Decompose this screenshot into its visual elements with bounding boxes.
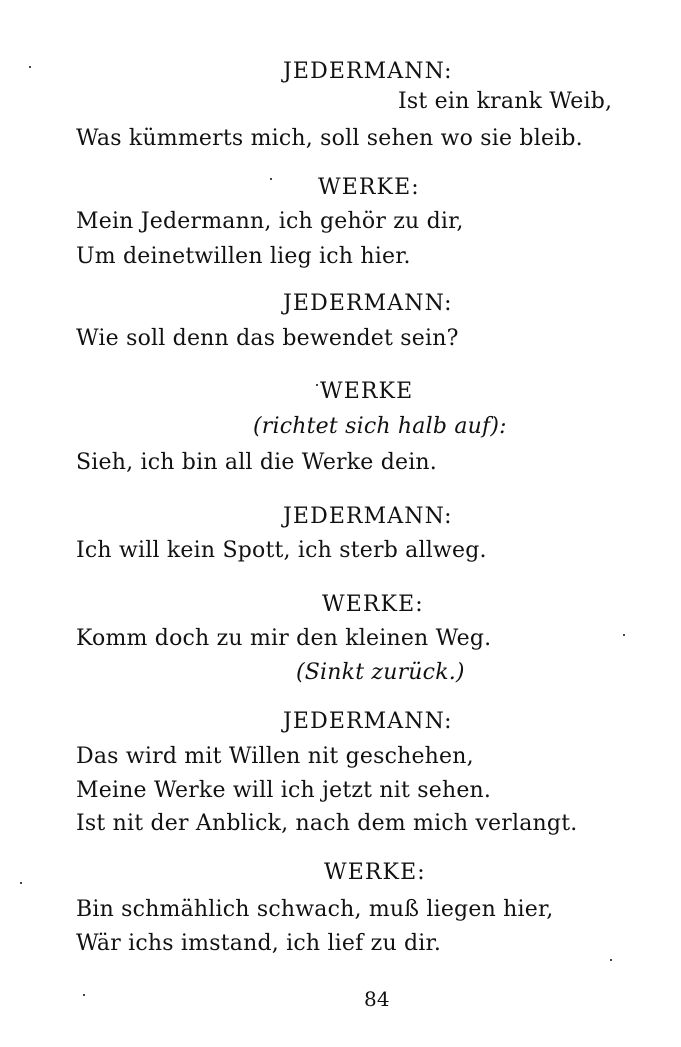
speaker-werke: WERKE (320, 379, 414, 404)
verse-line: Ist nit der Anblick, nach dem mich verlangt. (76, 811, 578, 836)
speaker-jedermann: JEDERMANN: (283, 291, 453, 316)
verse-line: Mein Jedermann, ich gehör zu dir, (76, 209, 464, 234)
verse-line: Wie soll denn das bewendet sein? (76, 326, 459, 351)
scan-speck (610, 959, 612, 961)
scan-speck (316, 384, 318, 386)
speaker-jedermann: JEDERMANN: (283, 504, 453, 529)
speaker-jedermann: JEDERMANN: (283, 709, 453, 734)
verse-line: Ich will kein Spott, ich sterb allweg. (76, 538, 487, 563)
verse-line: Was kümmerts mich, soll sehen wo sie bleib. (76, 126, 583, 151)
verse-line: Meine Werke will ich jetzt nit sehen. (76, 778, 492, 803)
speaker-jedermann: JEDERMANN: (283, 59, 453, 84)
verse-line: Ist ein krank Weib, (398, 89, 613, 114)
scan-speck (29, 66, 31, 68)
verse-line: Bin schmählich schwach, muß liegen hier, (76, 897, 554, 922)
speaker-werke: WERKE: (324, 860, 426, 885)
scan-speck (83, 994, 85, 996)
scan-speck (20, 882, 22, 884)
verse-line: Sieh, ich bin all die Werke dein. (76, 450, 437, 475)
stage-direction: (richtet sich halb auf): (253, 414, 507, 439)
stage-direction: (Sinkt zurück.) (296, 660, 465, 685)
speaker-werke: WERKE: (322, 592, 424, 617)
scan-speck (623, 634, 625, 636)
speaker-werke: WERKE: (318, 175, 420, 200)
verse-line: Komm doch zu mir den kleinen Weg. (76, 626, 492, 651)
verse-line: Wär ichs imstand, ich lief zu dir. (76, 931, 442, 956)
verse-line: Um deinetwillen lieg ich hier. (76, 244, 411, 269)
verse-line: Das wird mit Willen nit geschehen, (76, 744, 474, 769)
page-number: 84 (364, 987, 390, 1011)
scan-speck (270, 178, 272, 180)
